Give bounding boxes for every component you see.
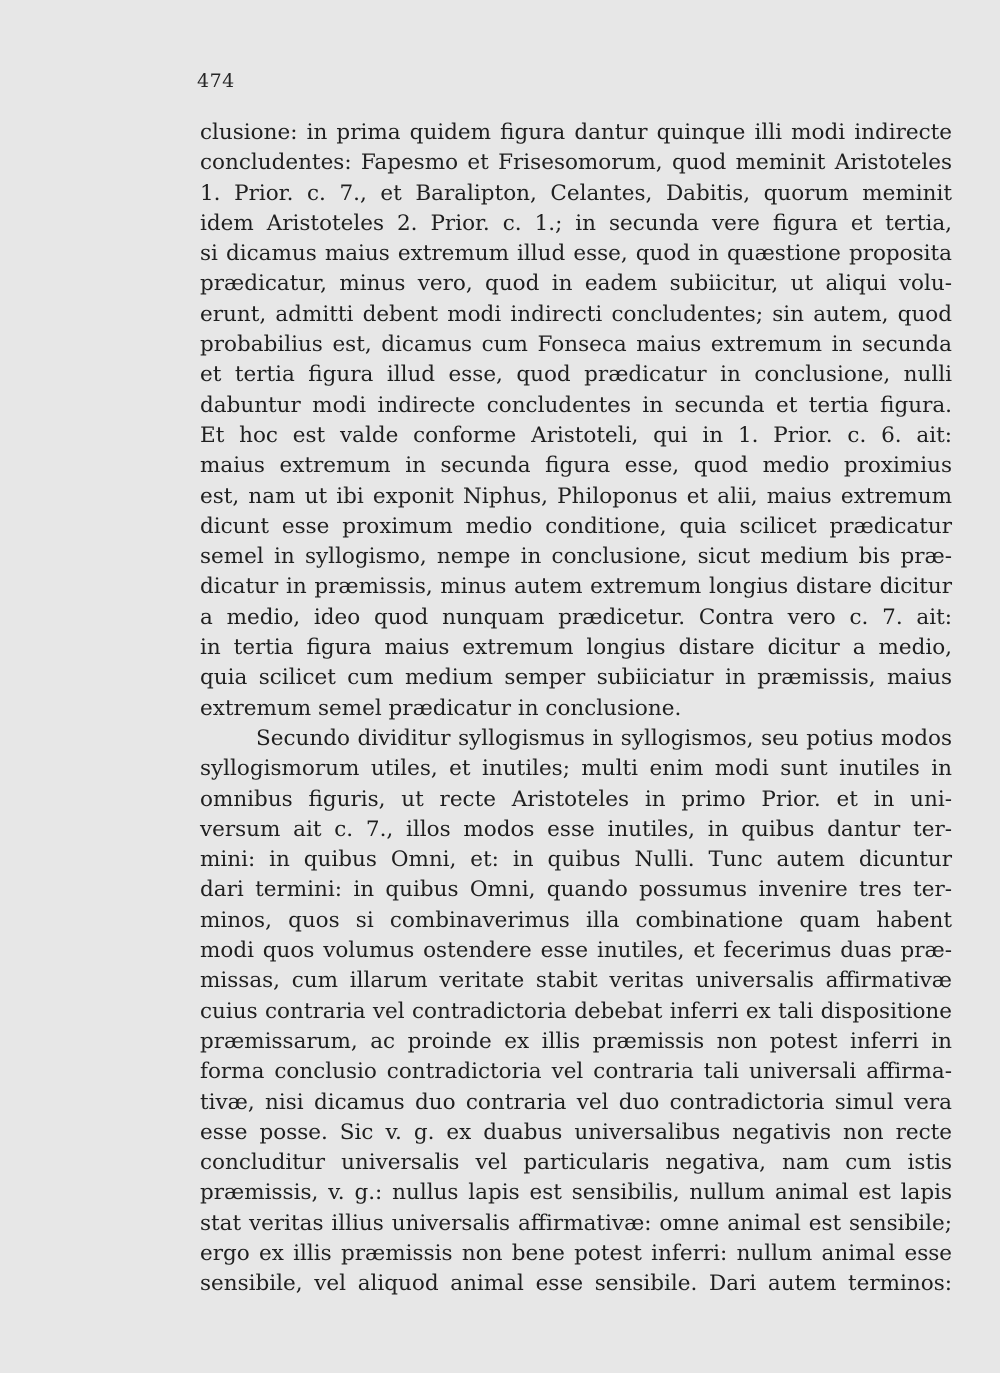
text-line: versum ait c. 7., illos modos esse inutiles, in quibus dantur ter- [200,816,952,842]
text-line: si dicamus maius extremum illud esse, quod in quæstione proposita [200,241,952,267]
text-line: cuius contraria vel contradictoria debebat inferri ex tali dispositione [200,998,952,1024]
text-line: esse posse. Sic v. g. ex duabus universalibus negativis non recte [200,1119,952,1145]
text-line: prædicatur, minus vero, quod in eadem subiicitur, ut aliqui volu- [200,271,952,297]
text-line: dicatur in præmissis, minus autem extremum longius distare dicitur [200,574,952,600]
text-line: concluditur universalis vel particularis negativa, nam cum istis [200,1150,952,1176]
text-line: concludentes: Fapesmo et Frisesomorum, quod meminit Aristoteles [200,150,952,176]
text-line: in tertia figura maius extremum longius distare dicitur a medio, [200,635,952,661]
text-line: Et hoc est valde conforme Aristoteli, qui in 1. Prior. c. 6. ait: [200,422,952,448]
text-line: mini: in quibus Omni, et: in quibus Nulli. Tunc autem dicuntur [200,847,952,873]
text-line: 1. Prior. c. 7., et Baralipton, Celantes, Dabitis, quorum meminit [200,180,952,206]
text-line: dari termini: in quibus Omni, quando possumus invenire tres ter- [200,877,952,903]
text-line: dabuntur modi indirecte concludentes in secunda et tertia figura. [200,392,952,418]
text-line: a medio, ideo quod nunquam prædicetur. Contra vero c. 7. ait: [200,604,952,630]
text-line: stat veritas illius universalis affirmativæ: omne animal est sensibile; [200,1210,952,1236]
text-line: quia scilicet cum medium semper subiiciatur in præmissis, maius [200,665,952,691]
paragraph-start-line: Secundo dividitur syllogismus in syllogismos, seu potius modos [256,725,952,751]
text-line: probabilius est, dicamus cum Fonseca maius extremum in secunda [200,332,952,358]
text-line: ergo ex illis præmissis non bene potest inferri: nullum animal esse [200,1240,952,1266]
text-line: omnibus figuris, ut recte Aristoteles in primo Prior. et in uni- [200,786,952,812]
text-line: minos, quos si combinaverimus illa combinatione quam habent [200,907,952,933]
paragraph-end-line: extremum semel prædicatur in conclusione. [200,695,682,721]
text-line: tivæ, nisi dicamus duo contraria vel duo contradictoria simul vera [200,1089,952,1115]
page-number: 474 [197,70,235,92]
text-line: syllogismorum utiles, et inutiles; multi enim modi sunt inutiles in [200,756,952,782]
text-line: forma conclusio contradictoria vel contraria tali universali affirma- [200,1059,952,1085]
text-line: modi quos volumus ostendere esse inutiles, et fecerimus duas præ- [200,938,952,964]
text-line: dicunt esse proximum medio conditione, quia scilicet prædicatur [200,513,952,539]
text-line: missas, cum illarum veritate stabit veritas universalis affirmativæ [200,968,952,994]
text-line: erunt, admitti debent modi indirecti concludentes; sin autem, quod [200,301,952,327]
text-line: præmissarum, ac proinde ex illis præmissis non potest inferri in [200,1028,952,1054]
text-line: præmissis, v. g.: nullus lapis est sensibilis, nullum animal est lapis [200,1180,952,1206]
text-line: sensibile, vel aliquod animal esse sensibile. Dari autem terminos: [200,1271,952,1297]
text-line: est, nam ut ibi exponit Niphus, Philoponus et alii, maius extremum [200,483,952,509]
text-line: idem Aristoteles 2. Prior. c. 1.; in secunda vere figura et tertia, [200,210,952,236]
text-line: clusione: in prima quidem figura dantur quinque illi modi indirecte [200,120,952,145]
text-line: semel in syllogismo, nempe in conclusione, sicut medium bis præ- [200,544,952,570]
body-text [200,118,952,1300]
text-line: et tertia figura illud esse, quod prædicatur in conclusione, nulli [200,362,952,388]
text-line: maius extremum in secunda figura esse, quod medio proximius [200,453,952,479]
